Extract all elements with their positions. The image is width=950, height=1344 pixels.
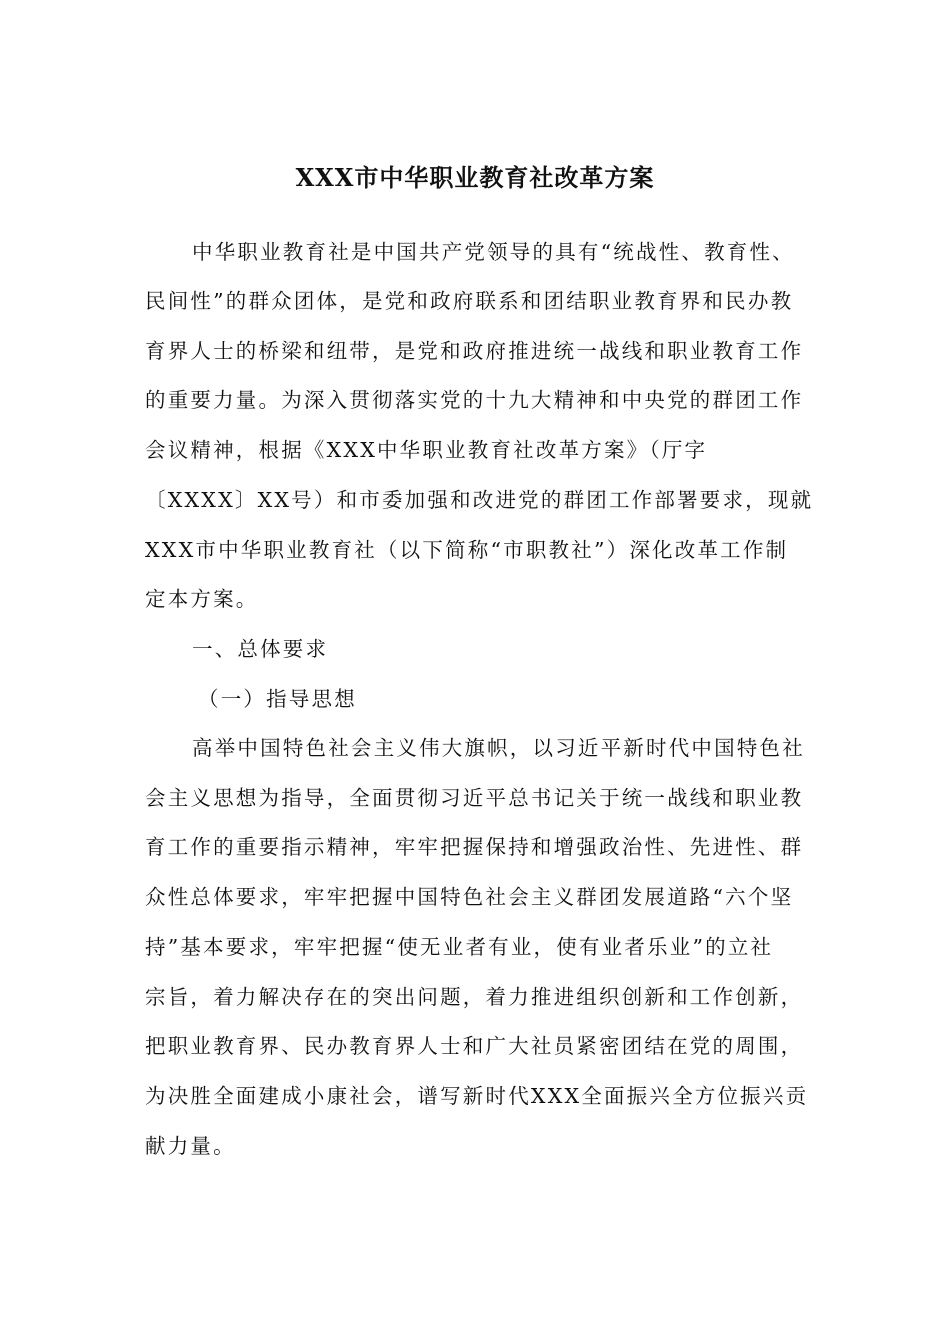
paragraph-2-line: 会主义思想为指导，全面贯彻习近平总书记关于统一战线和职业教 bbox=[145, 786, 804, 810]
paragraph-1-line: 中华职业教育社是中国共产党领导的具有“统战性、教育性、 bbox=[192, 240, 795, 264]
paragraph-1-line: XXX市中华职业教育社（以下简称“市职教社”）深化改革工作制 bbox=[145, 538, 789, 562]
paragraph-1-line: 民间性”的群众团体，是党和政府联系和团结职业教育界和民办教 bbox=[145, 289, 794, 313]
document-title: XXX市中华职业教育社改革方案 bbox=[295, 163, 655, 192]
section-heading: 一、总体要求 bbox=[192, 637, 329, 661]
paragraph-2-line: 育工作的重要指示精神，牢牢把握保持和增强政治性、先进性、群 bbox=[145, 835, 804, 859]
paragraph-1-line: 会议精神，根据《XXX中华职业教育社改革方案》（厅字 bbox=[145, 438, 708, 462]
paragraph-2-line: 持”基本要求，牢牢把握“使无业者有业，使有业者乐业”的立社 bbox=[145, 935, 774, 959]
paragraph-2-line: 献力量。 bbox=[145, 1134, 236, 1158]
paragraph-1-line: 育界人士的桥梁和纽带，是党和政府推进统一战线和职业教育工作 bbox=[145, 339, 804, 363]
subsection-heading: （一）指导思想 bbox=[198, 687, 357, 711]
paragraph-1-line: 〔XXXX〕XX号）和市委加强和改进党的群团工作部署要求，现就 bbox=[145, 488, 814, 512]
paragraph-2-line: 高举中国特色社会主义伟大旗帜，以习近平新时代中国特色社 bbox=[192, 736, 805, 760]
paragraph-2-line: 众性总体要求，牢牢把握中国特色社会主义群团发展道路“六个坚 bbox=[145, 885, 794, 909]
paragraph-1-line: 定本方案。 bbox=[145, 587, 259, 611]
paragraph-1-line: 的重要力量。为深入贯彻落实党的十九大精神和中央党的群团工作 bbox=[145, 388, 804, 412]
paragraph-2-line: 为决胜全面建成小康社会，谱写新时代XXX全面振兴全方位振兴贡 bbox=[145, 1084, 809, 1108]
paragraph-2-line: 宗旨，着力解决存在的突出问题，着力推进组织创新和工作创新， bbox=[145, 985, 804, 1009]
paragraph-2-line: 把职业教育界、民办教育界人士和广大社员紧密团结在党的周围， bbox=[145, 1034, 804, 1058]
